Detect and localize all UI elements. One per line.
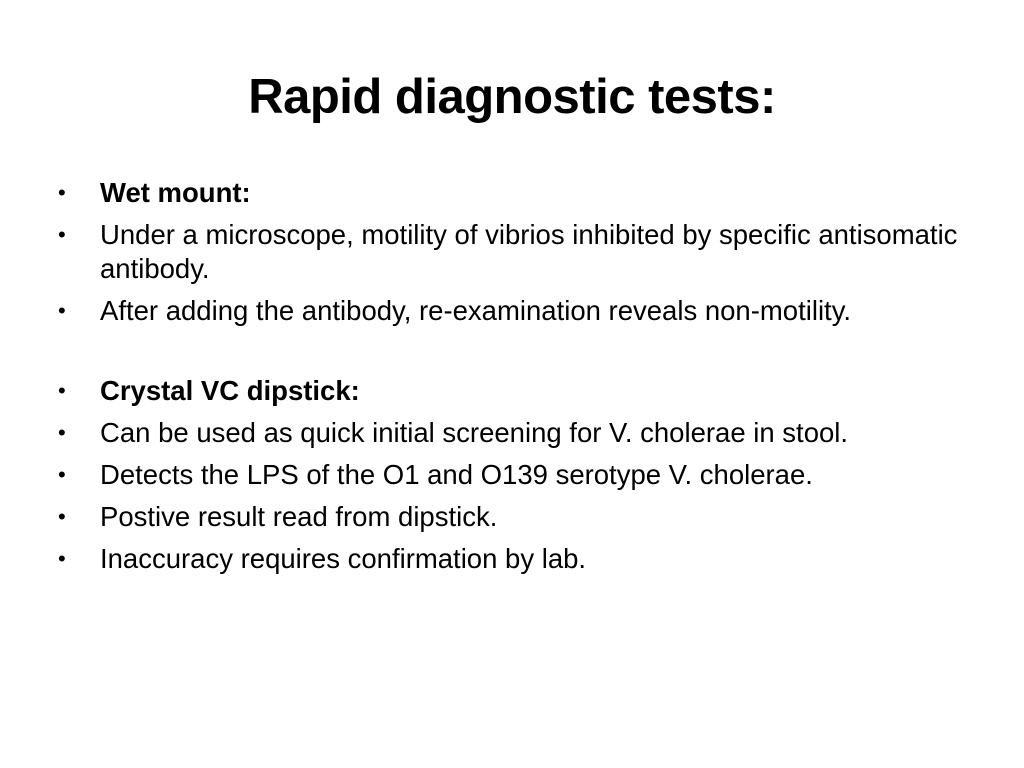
bullet-text: Detects the LPS of the O1 and O139 serotype V. cholerae. [100,459,813,490]
bullet-icon: • [58,180,66,205]
bullet-icon: • [58,546,66,571]
bullet-list [58,176,968,584]
bullet-item-microscope [58,218,968,286]
bullet-icon: • [58,298,66,323]
bullet-text: Can be used as quick initial screening for V. cholerae in stool. [100,417,849,448]
section-spacer [58,336,968,374]
bullet-icon: • [58,504,66,529]
bullet-item-dipstick-heading [58,374,968,408]
bullet-item-positive-result [58,500,968,534]
bullet-icon: • [58,378,66,403]
bullet-item-lps [58,458,968,492]
bullet-text: Inaccuracy requires confirmation by lab. [100,543,587,574]
bullet-text: Postive result read from dipstick. [100,501,498,532]
bullet-item-inaccuracy [58,542,968,576]
bullet-item-wet-mount-heading [58,176,968,210]
bullet-icon: • [58,462,66,487]
bullet-text: Wet mount: [100,177,251,208]
bullet-text: After adding the antibody, re-examination reveals non-motility. [100,295,852,326]
bullet-text: Crystal VC dipstick: [100,375,360,406]
bullet-item-screening [58,416,968,450]
bullet-text: Under a microscope, motility of vibrios inhibited by specific antisomatic antibody. [100,219,958,284]
bullet-item-re-examination [58,294,968,328]
bullet-icon: • [58,420,66,445]
bullet-icon: • [58,222,66,247]
slide-title: Rapid diagnostic tests: [248,70,776,124]
